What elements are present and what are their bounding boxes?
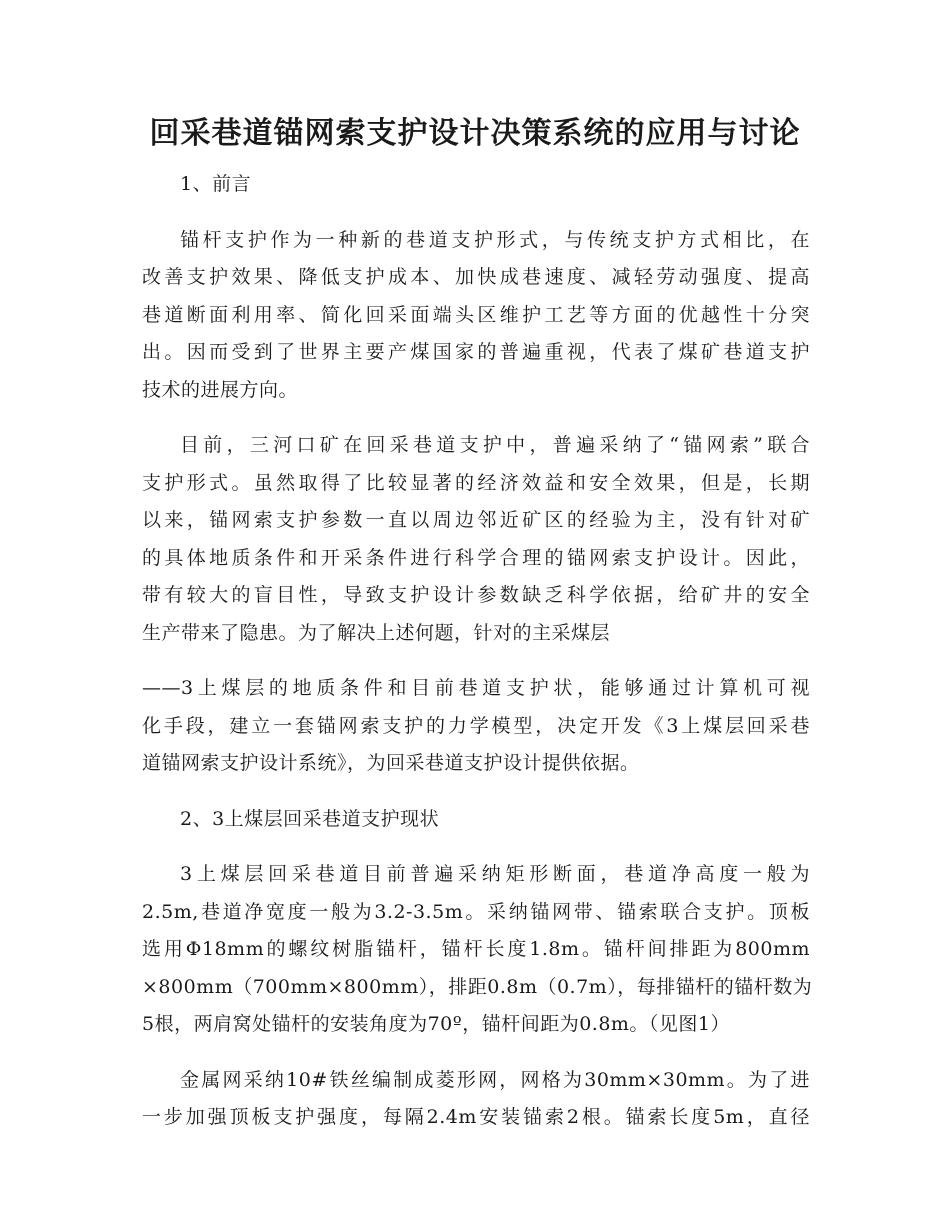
paragraph-line: 选用Φ18mm的螺纹树脂锚杆，锚杆长度1.8m。锚杆间排距为800mm [142, 938, 810, 960]
paragraph-4 [142, 856, 813, 1044]
paragraph-line: 目前，三河口矿在回采巷道支护中，普遍采纳了“锚网索”联合 [180, 434, 810, 456]
paragraph-line: 支护形式。虽然取得了比较显著的经济效益和安全效果，但是，长期 [142, 471, 810, 494]
paragraph-5 [142, 1062, 810, 1137]
paragraph-line: 化手段，建立一套锚网索支护的力学模型，决定开发《3上煤层回采巷 [142, 714, 810, 737]
paragraph-line: 锚杆支护作为一种新的巷道支护形式，与传统支护方式相比，在 [180, 228, 810, 251]
paragraph-line: 以来，锚网索支护参数一直以周边邻近矿区的经验为主，没有针对矿 [142, 509, 810, 531]
paragraph-line: 一步加强顶板支护强度，每隔2.4m安装锚索2根。锚索长度5m，直径 [142, 1106, 810, 1128]
paragraph-line: 的具体地质条件和开采条件进行科学合理的锚网索支护设计。因此， [142, 546, 810, 569]
paragraph-line: 带有较大的盲目性，导致支护设计参数缺乏科学依据，给矿井的安全 [142, 584, 810, 606]
paragraph-line: 3上煤层回采巷道目前普遍采纳矩形断面，巷道净高度一般为 [180, 863, 810, 885]
document-body [142, 166, 813, 1155]
paragraph-line: 出。因而受到了世界主要产煤国家的普遍重视，代表了煤矿巷道支护 [142, 341, 810, 363]
document-title: 回采巷道锚网索支护设计决策系统的应用与讨论 [149, 116, 801, 151]
paragraph-1 [142, 222, 810, 410]
paragraph-line: 道锚网索支护设计系统》，为回采巷道支护设计提供依据。 [142, 752, 640, 774]
paragraph-line: 金属网采纳10#铁丝编制成菱形网，网格为30mm×30mm。为了进 [180, 1068, 810, 1091]
paragraph-line: 技术的进展方向。 [142, 378, 299, 401]
paragraph-line: 生产带来了隐患。为了解决上述何题，针对的主采煤层 [142, 621, 611, 644]
paragraph-line: 2.5m,巷道净宽度一般为3.2-3.5m。采纳锚网带、锚索联合支护。顶板 [142, 900, 810, 923]
paragraph-2 [142, 427, 810, 652]
section-heading-status: 2、3上煤层回采巷道支护现状 [180, 807, 440, 830]
paragraph-3 [142, 670, 810, 783]
section-heading-intro: 1、前言 [180, 173, 252, 195]
paragraph-line: 改善支护效果、降低支护成本、加快成巷速度、减轻劳动强度、提高 [142, 266, 810, 288]
paragraph-line: ×800mm（700mm×800mm），排距0.8m（0.7m），每排锚杆的锚杆数为 [142, 975, 813, 998]
paragraph-line: ——3上煤层的地质条件和目前巷道支护状，能够通过计算机可视 [142, 677, 810, 699]
paragraph-line: 巷道断面利用率、简化回采面端头区维护工艺等方面的优越性十分突 [142, 303, 810, 326]
paragraph-line: 5根，两肩窝处锚杆的安装角度为70º，锚杆间距为0.8m。（见图1） [142, 1013, 731, 1035]
